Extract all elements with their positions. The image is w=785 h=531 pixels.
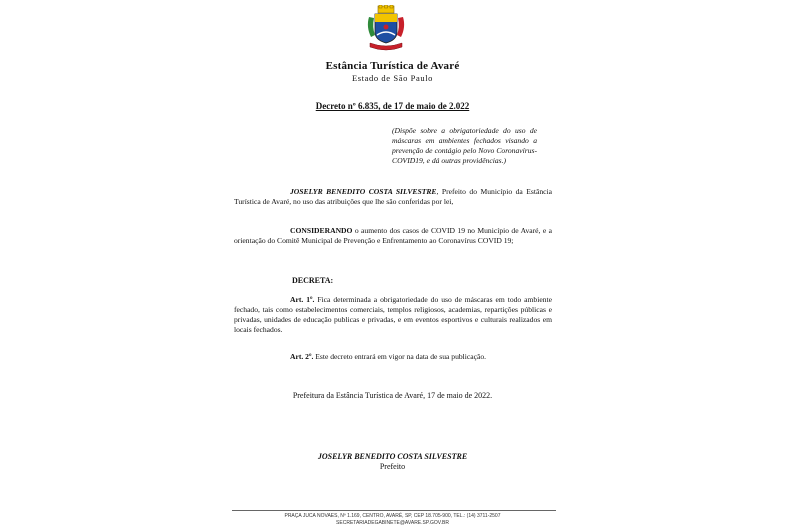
signature-name: JOSELYR BENEDITO COSTA SILVESTRE <box>317 452 468 461</box>
footer-email: SECRETARIADEGABINETE@AVARE.SP.GOV.BR <box>336 520 449 526</box>
article-2-text: Este decreto entrará em vigor na data de sua publicação. <box>313 352 487 361</box>
decree-title: Decreto nº 6.835, de 17 de maio de 2.022 <box>315 101 470 111</box>
considerando-text: o aumento dos casos de COVID 19 no Município de Avaré, e a orientação do Comitê Municipal de Prevenção e Enfrentamento ao Coronavírus COVID 19; <box>234 226 552 245</box>
considerando-label: CONSIDERANDO <box>290 226 353 235</box>
article-1-label: Art. 1º. <box>290 295 315 304</box>
footer-address: PRAÇA JUCA NOVAES, Nº 1.169, CENTRO, AVARÉ, SP, CEP 18.705-900, TEL.: (14) 3711-2507 <box>284 513 501 519</box>
date-line: Prefeitura da Estância Turística de Avaré, 17 de maio de 2022. <box>292 391 493 400</box>
municipal-crest-icon <box>365 5 407 51</box>
mayor-name: JOSELYR BENEDITO COSTA SILVESTRE <box>290 187 437 196</box>
article-1 <box>234 295 552 335</box>
footer-divider <box>232 510 556 511</box>
header-subtitle: Estado de São Paulo <box>351 73 434 83</box>
article-2-label: Art. 2º. <box>290 352 314 361</box>
signature-role: Prefeito <box>379 462 406 471</box>
considerando-paragraph <box>234 226 552 246</box>
article-2 <box>234 352 552 362</box>
decree-ementa: (Dispõe sobre a obrigatoriedade do uso de máscaras em ambientes fechados visando a prevenção de contágio pelo Novo Coronavírus-COVID19, e dá outras providências.) <box>392 126 537 165</box>
preamble-text: , Prefeito do Município da Estância Turística de Avaré, no uso das atribuições que lhe são conferidas por lei, <box>234 187 552 206</box>
header-title: Estância Turística de Avaré <box>325 60 460 72</box>
article-1-text: Fica determinada a obrigatoriedade do uso de máscaras em todo ambiente fechado, tais como estabelecimentos comerciais, templos religiosos, academias, repartições públicas e privadas, unidades de educação publicas e privadas, e em eventos esportivos e culturais realizados em locais fechados. <box>234 295 552 334</box>
preamble-paragraph <box>234 187 552 207</box>
decreta-heading: DECRETA: <box>292 276 334 285</box>
